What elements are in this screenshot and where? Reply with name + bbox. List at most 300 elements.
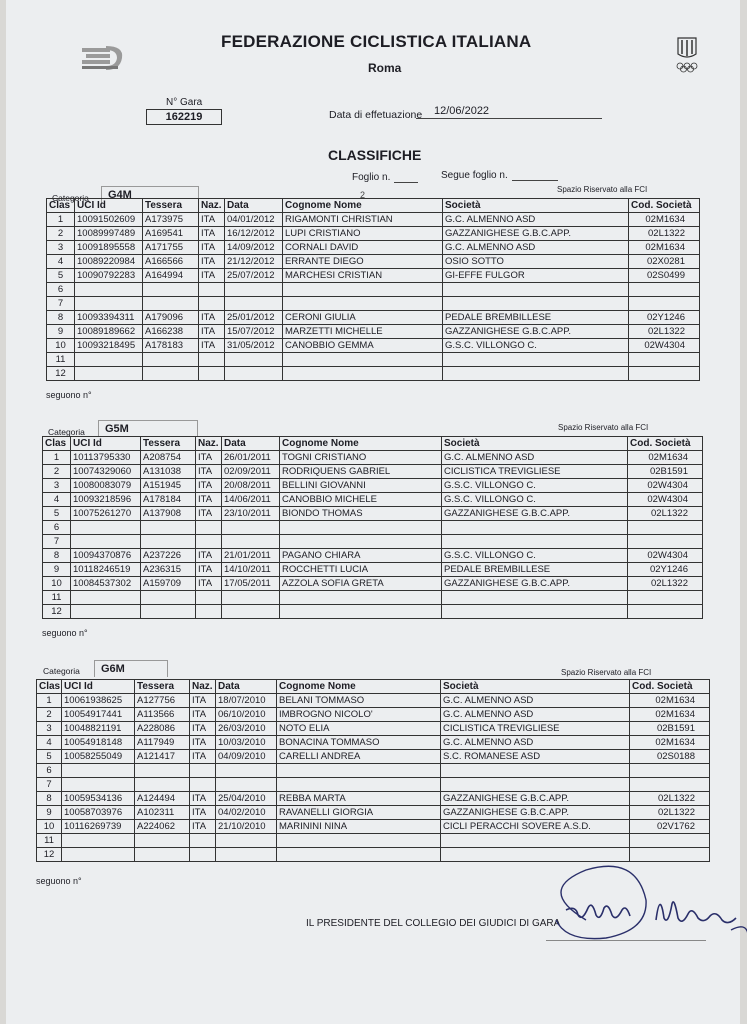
cell-clas: 9 <box>37 806 62 820</box>
cell-societa <box>443 297 629 311</box>
cell-clas: 5 <box>43 507 71 521</box>
cell-uci-id: 10058255049 <box>62 750 135 764</box>
cell-naz: ITA <box>190 820 216 834</box>
cell-tessera: A137908 <box>141 507 196 521</box>
cell-naz <box>199 283 225 297</box>
cell-tessera <box>141 521 196 535</box>
cell-societa: G.S.C. VILLONGO C. <box>442 493 628 507</box>
table-row <box>37 694 710 708</box>
cell-data <box>216 778 277 792</box>
cell-uci-id: 10113795330 <box>71 451 141 465</box>
cell-data: 26/03/2010 <box>216 722 277 736</box>
cell-naz: ITA <box>190 722 216 736</box>
table-row <box>43 451 703 465</box>
cell-data: 20/08/2011 <box>222 479 280 493</box>
column-header-clas: Clas <box>43 437 71 451</box>
cell-tessera <box>141 591 196 605</box>
column-header-cod-societa: Cod. Società <box>629 199 700 213</box>
cell-uci-id: 10061938625 <box>62 694 135 708</box>
cell-cod-societa: 02M1634 <box>630 708 710 722</box>
cell-clas: 7 <box>37 778 62 792</box>
cell-tessera: A117949 <box>135 736 190 750</box>
cell-uci-id: 10093218495 <box>75 339 143 353</box>
cell-cognome-nome: LUPI CRISTIANO <box>283 227 443 241</box>
cell-cognome-nome: PAGANO CHIARA <box>280 549 442 563</box>
cell-cognome-nome <box>277 834 441 848</box>
table-row <box>43 563 703 577</box>
cell-clas: 3 <box>37 722 62 736</box>
cell-societa: CICLI PERACCHI SOVERE A.S.D. <box>441 820 630 834</box>
cell-naz: ITA <box>196 563 222 577</box>
foglio-value: 2 <box>360 190 366 200</box>
cell-societa: G.C. ALMENNO ASD <box>441 708 630 722</box>
cell-societa: CICLISTICA TREVIGLIESE <box>441 722 630 736</box>
seguono-label: seguono n° <box>46 390 92 400</box>
table-row <box>47 269 700 283</box>
cell-cod-societa: 02L1322 <box>630 806 710 820</box>
cell-clas: 10 <box>47 339 75 353</box>
table-row <box>47 311 700 325</box>
cell-clas: 6 <box>37 764 62 778</box>
cell-data <box>225 283 283 297</box>
cell-uci-id: 10080083079 <box>71 479 141 493</box>
results-table-g6m <box>36 679 710 862</box>
segue-underline <box>512 180 558 181</box>
cell-cognome-nome: CANOBBIO GEMMA <box>283 339 443 353</box>
cell-tessera: A166566 <box>143 255 199 269</box>
segue-label: Segue foglio n. <box>441 170 508 181</box>
cell-cod-societa: 02W4304 <box>628 549 703 563</box>
cell-data <box>222 535 280 549</box>
table-row <box>37 722 710 736</box>
cell-cognome-nome: BELANI TOMMASO <box>277 694 441 708</box>
cell-cognome-nome <box>280 535 442 549</box>
data-label: Data di effetuazione <box>329 109 423 121</box>
cell-naz: ITA <box>199 213 225 227</box>
cell-naz: ITA <box>199 255 225 269</box>
cell-cod-societa: 02V1762 <box>630 820 710 834</box>
cell-cognome-nome: MARININI NINA <box>277 820 441 834</box>
foglio-underline <box>394 182 418 183</box>
cell-cod-societa: 02M1634 <box>629 213 700 227</box>
cell-data <box>225 353 283 367</box>
cell-cod-societa: 02S0499 <box>629 269 700 283</box>
cell-cod-societa: 02M1634 <box>628 451 703 465</box>
cell-data: 06/10/2010 <box>216 708 277 722</box>
cell-data: 21/10/2010 <box>216 820 277 834</box>
cell-naz: ITA <box>190 694 216 708</box>
cell-cod-societa <box>630 764 710 778</box>
cell-societa: G.S.C. VILLONGO C. <box>442 479 628 493</box>
column-header-clas: Clas <box>47 199 75 213</box>
cell-societa <box>443 283 629 297</box>
cell-cognome-nome: REBBA MARTA <box>277 792 441 806</box>
cell-uci-id <box>71 591 141 605</box>
cell-clas: 2 <box>37 708 62 722</box>
cell-cognome-nome: RIGAMONTI CHRISTIAN <box>283 213 443 227</box>
cell-cognome-nome <box>280 521 442 535</box>
column-header-cod-societa: Cod. Società <box>628 437 703 451</box>
cell-data: 17/05/2011 <box>222 577 280 591</box>
column-header-societa: Società <box>441 680 630 694</box>
cell-societa: G.S.C. VILLONGO C. <box>442 549 628 563</box>
cell-societa <box>443 367 629 381</box>
cell-uci-id <box>62 778 135 792</box>
table-row <box>47 227 700 241</box>
cell-cod-societa: 02X0281 <box>629 255 700 269</box>
column-header-uci-id: UCI Id <box>71 437 141 451</box>
cell-societa: GAZZANIGHESE G.B.C.APP. <box>441 806 630 820</box>
cell-data <box>216 834 277 848</box>
cell-cognome-nome: CARELLI ANDREA <box>277 750 441 764</box>
cell-naz: ITA <box>199 227 225 241</box>
column-header-societa: Società <box>443 199 629 213</box>
cell-data: 15/07/2012 <box>225 325 283 339</box>
cell-societa: GAZZANIGHESE G.B.C.APP. <box>442 577 628 591</box>
cell-uci-id: 10089189662 <box>75 325 143 339</box>
table-row <box>37 778 710 792</box>
cell-societa <box>441 834 630 848</box>
page-subtitle: Roma <box>368 61 402 75</box>
table-header-row <box>37 680 710 694</box>
coni-logo-icon <box>672 32 702 76</box>
cell-cod-societa <box>629 353 700 367</box>
cell-naz: ITA <box>190 708 216 722</box>
cell-uci-id <box>75 297 143 311</box>
column-header-cod-societa: Cod. Società <box>630 680 710 694</box>
cell-naz <box>199 297 225 311</box>
cell-societa <box>442 591 628 605</box>
cell-tessera <box>135 848 190 862</box>
cell-tessera: A228086 <box>135 722 190 736</box>
cell-naz: ITA <box>196 465 222 479</box>
cell-uci-id: 10054918148 <box>62 736 135 750</box>
cell-cognome-nome: ROCCHETTI LUCIA <box>280 563 442 577</box>
cell-cod-societa: 02W4304 <box>629 339 700 353</box>
cell-naz <box>199 353 225 367</box>
table-row <box>47 255 700 269</box>
cell-naz: ITA <box>190 750 216 764</box>
cell-clas: 5 <box>47 269 75 283</box>
cell-cod-societa <box>629 283 700 297</box>
cell-naz <box>190 834 216 848</box>
column-header-naz: Naz. <box>196 437 222 451</box>
table-row <box>37 806 710 820</box>
column-header-tessera: Tessera <box>143 199 199 213</box>
data-value: 12/06/2022 <box>434 105 490 117</box>
cell-societa: OSIO SOTTO <box>443 255 629 269</box>
table-row <box>47 325 700 339</box>
cell-cod-societa: 02L1322 <box>630 792 710 806</box>
cell-cognome-nome <box>280 591 442 605</box>
cell-cognome-nome: BONACINA TOMMASO <box>277 736 441 750</box>
cell-cod-societa: 02L1322 <box>628 507 703 521</box>
cell-naz <box>196 591 222 605</box>
cell-cognome-nome: RODRIQUENS GABRIEL <box>280 465 442 479</box>
cell-tessera: A102311 <box>135 806 190 820</box>
cell-naz: ITA <box>199 325 225 339</box>
cell-data <box>222 605 280 619</box>
cell-tessera <box>141 605 196 619</box>
table-row <box>37 708 710 722</box>
table-row <box>43 507 703 521</box>
cell-data <box>222 521 280 535</box>
column-header-naz: Naz. <box>199 199 225 213</box>
cell-tessera: A179096 <box>143 311 199 325</box>
cell-societa: G.S.C. VILLONGO C. <box>443 339 629 353</box>
cell-cognome-nome <box>277 764 441 778</box>
cell-uci-id <box>62 764 135 778</box>
cell-tessera: A151945 <box>141 479 196 493</box>
cell-clas: 1 <box>37 694 62 708</box>
cell-clas: 8 <box>43 549 71 563</box>
cell-cod-societa: 02M1634 <box>629 241 700 255</box>
cell-naz <box>199 367 225 381</box>
cell-cognome-nome <box>283 297 443 311</box>
table-row <box>37 736 710 750</box>
cell-tessera: A124494 <box>135 792 190 806</box>
cell-naz: ITA <box>190 806 216 820</box>
cell-tessera: A236315 <box>141 563 196 577</box>
column-header-naz: Naz. <box>190 680 216 694</box>
cell-naz: ITA <box>199 339 225 353</box>
cell-cognome-nome <box>277 778 441 792</box>
cell-clas: 10 <box>43 577 71 591</box>
cell-uci-id: 10059534136 <box>62 792 135 806</box>
cell-clas: 4 <box>47 255 75 269</box>
cell-naz: ITA <box>199 311 225 325</box>
cell-tessera: A131038 <box>141 465 196 479</box>
seguono-label: seguono n° <box>42 628 88 638</box>
table-row <box>43 577 703 591</box>
cell-cognome-nome: IMBROGNO NICOLO' <box>277 708 441 722</box>
table-header-row <box>47 199 700 213</box>
results-table-g5m <box>42 436 703 619</box>
cell-data: 25/04/2010 <box>216 792 277 806</box>
cell-tessera: A113566 <box>135 708 190 722</box>
cell-data: 02/09/2011 <box>222 465 280 479</box>
cell-naz: ITA <box>196 451 222 465</box>
cell-clas: 4 <box>43 493 71 507</box>
cell-societa: G.C. ALMENNO ASD <box>441 736 630 750</box>
cell-societa <box>441 764 630 778</box>
column-header-societa: Società <box>442 437 628 451</box>
cell-tessera: A224062 <box>135 820 190 834</box>
cell-clas: 4 <box>37 736 62 750</box>
cell-naz: ITA <box>199 269 225 283</box>
cell-naz: ITA <box>196 549 222 563</box>
cell-data: 31/05/2012 <box>225 339 283 353</box>
document-sheet <box>6 0 740 1024</box>
cell-data: 26/01/2011 <box>222 451 280 465</box>
column-header-uci-id: UCI Id <box>75 199 143 213</box>
cell-tessera: A164994 <box>143 269 199 283</box>
table-row <box>43 591 703 605</box>
cell-data <box>216 848 277 862</box>
cell-clas: 12 <box>47 367 75 381</box>
cell-cod-societa: 02Y1246 <box>628 563 703 577</box>
cell-cod-societa: 02W4304 <box>628 479 703 493</box>
cell-clas: 11 <box>37 834 62 848</box>
cell-cod-societa <box>628 521 703 535</box>
cell-societa: GAZZANIGHESE G.B.C.APP. <box>443 325 629 339</box>
cell-uci-id: 10048821191 <box>62 722 135 736</box>
cell-uci-id: 10058703976 <box>62 806 135 820</box>
cell-naz: ITA <box>196 507 222 521</box>
cell-naz <box>190 778 216 792</box>
cell-data <box>225 297 283 311</box>
table-row <box>37 764 710 778</box>
cell-tessera: A208754 <box>141 451 196 465</box>
cell-clas: 5 <box>37 750 62 764</box>
cell-data <box>225 367 283 381</box>
cell-uci-id <box>62 834 135 848</box>
cell-societa <box>441 778 630 792</box>
cell-data: 21/01/2011 <box>222 549 280 563</box>
table-row <box>43 605 703 619</box>
foglio-label: Foglio n. <box>352 172 391 183</box>
cell-clas: 1 <box>47 213 75 227</box>
table-row <box>43 521 703 535</box>
cell-cod-societa: 02S0188 <box>630 750 710 764</box>
column-header-tessera: Tessera <box>141 437 196 451</box>
presidente-label: IL PRESIDENTE DEL COLLEGIO DEI GIUDICI DI GARA <box>306 918 561 929</box>
table-row <box>43 493 703 507</box>
cell-uci-id: 10089997489 <box>75 227 143 241</box>
cell-cognome-nome: ERRANTE DIEGO <box>283 255 443 269</box>
cell-uci-id: 10093394311 <box>75 311 143 325</box>
cell-naz: ITA <box>199 241 225 255</box>
cell-cognome-nome: BELLINI GIOVANNI <box>280 479 442 493</box>
cell-clas: 11 <box>47 353 75 367</box>
cell-naz: ITA <box>196 493 222 507</box>
cell-societa: GAZZANIGHESE G.B.C.APP. <box>443 227 629 241</box>
cell-naz <box>196 521 222 535</box>
cell-data <box>222 591 280 605</box>
cell-cod-societa <box>630 834 710 848</box>
cell-tessera: A166238 <box>143 325 199 339</box>
cell-naz <box>190 764 216 778</box>
seguono-label: seguono n° <box>36 876 82 886</box>
column-header-cognome-nome: Cognome Nome <box>280 437 442 451</box>
cell-data: 10/03/2010 <box>216 736 277 750</box>
cell-clas: 7 <box>43 535 71 549</box>
cell-clas: 2 <box>47 227 75 241</box>
cell-cod-societa: 02L1322 <box>629 325 700 339</box>
cell-societa: S.C. ROMANESE ASD <box>441 750 630 764</box>
table-row <box>37 820 710 834</box>
column-header-clas: Clas <box>37 680 62 694</box>
cell-tessera: A178184 <box>141 493 196 507</box>
cell-tessera <box>135 764 190 778</box>
cell-societa: G.C. ALMENNO ASD <box>443 213 629 227</box>
cell-naz: ITA <box>190 736 216 750</box>
cell-tessera <box>143 353 199 367</box>
cell-clas: 9 <box>47 325 75 339</box>
cell-cognome-nome <box>277 848 441 862</box>
cell-cod-societa: 02B1591 <box>628 465 703 479</box>
column-header-uci-id: UCI Id <box>62 680 135 694</box>
cell-societa: CICLISTICA TREVIGLIESE <box>442 465 628 479</box>
gara-label: N° Gara <box>166 97 203 108</box>
cell-cognome-nome: CANOBBIO MICHELE <box>280 493 442 507</box>
cell-societa: PEDALE BREMBILLESE <box>442 563 628 577</box>
cell-uci-id <box>62 848 135 862</box>
cell-clas: 12 <box>43 605 71 619</box>
cell-uci-id: 10054917441 <box>62 708 135 722</box>
cell-data: 14/09/2012 <box>225 241 283 255</box>
cell-cognome-nome: MARZETTI MICHELLE <box>283 325 443 339</box>
cell-cod-societa: 02B1591 <box>630 722 710 736</box>
cell-uci-id: 10093218596 <box>71 493 141 507</box>
column-header-cognome-nome: Cognome Nome <box>283 199 443 213</box>
cell-tessera: A171755 <box>143 241 199 255</box>
table-row <box>47 367 700 381</box>
cell-societa <box>442 605 628 619</box>
column-header-data: Data <box>216 680 277 694</box>
cell-tessera: A127756 <box>135 694 190 708</box>
cell-data: 25/07/2012 <box>225 269 283 283</box>
cell-cod-societa: 02M1634 <box>630 694 710 708</box>
cell-uci-id <box>75 353 143 367</box>
cell-cod-societa <box>628 591 703 605</box>
cell-cod-societa: 02M1634 <box>630 736 710 750</box>
cell-cognome-nome <box>283 353 443 367</box>
cell-uci-id: 10094370876 <box>71 549 141 563</box>
cell-tessera <box>135 778 190 792</box>
cell-clas: 6 <box>47 283 75 297</box>
cell-naz: ITA <box>196 479 222 493</box>
cell-naz: ITA <box>196 577 222 591</box>
cell-clas: 9 <box>43 563 71 577</box>
cell-uci-id: 10116269739 <box>62 820 135 834</box>
cell-uci-id: 10074329060 <box>71 465 141 479</box>
column-header-data: Data <box>222 437 280 451</box>
cell-tessera <box>143 297 199 311</box>
cell-clas: 8 <box>37 792 62 806</box>
cell-cod-societa <box>630 778 710 792</box>
column-header-cognome-nome: Cognome Nome <box>277 680 441 694</box>
cell-societa: GAZZANIGHESE G.B.C.APP. <box>442 507 628 521</box>
cell-uci-id: 10090792283 <box>75 269 143 283</box>
cell-cognome-nome <box>283 283 443 297</box>
cell-cod-societa: 02Y1246 <box>629 311 700 325</box>
cell-cod-societa <box>628 535 703 549</box>
cell-clas: 6 <box>43 521 71 535</box>
cell-data <box>216 764 277 778</box>
riservato-label: Spazio Riservato alla FCI <box>558 423 649 432</box>
cell-tessera: A121417 <box>135 750 190 764</box>
cell-cod-societa <box>629 367 700 381</box>
categoria-label: Categoria <box>48 427 85 437</box>
table-row <box>43 479 703 493</box>
cell-uci-id <box>71 535 141 549</box>
cell-tessera <box>141 535 196 549</box>
cell-uci-id: 10118246519 <box>71 563 141 577</box>
categoria-label: Categoria <box>43 666 80 676</box>
cell-cognome-nome: NOTO ELIA <box>277 722 441 736</box>
cell-tessera: A237226 <box>141 549 196 563</box>
table-row <box>47 339 700 353</box>
cell-clas: 10 <box>37 820 62 834</box>
cell-naz <box>190 848 216 862</box>
cell-societa: G.C. ALMENNO ASD <box>443 241 629 255</box>
cell-tessera <box>143 283 199 297</box>
table-row <box>37 750 710 764</box>
categoria-label: Categoria <box>52 193 89 203</box>
cell-cod-societa <box>629 297 700 311</box>
cell-cognome-nome: MARCHESI CRISTIAN <box>283 269 443 283</box>
